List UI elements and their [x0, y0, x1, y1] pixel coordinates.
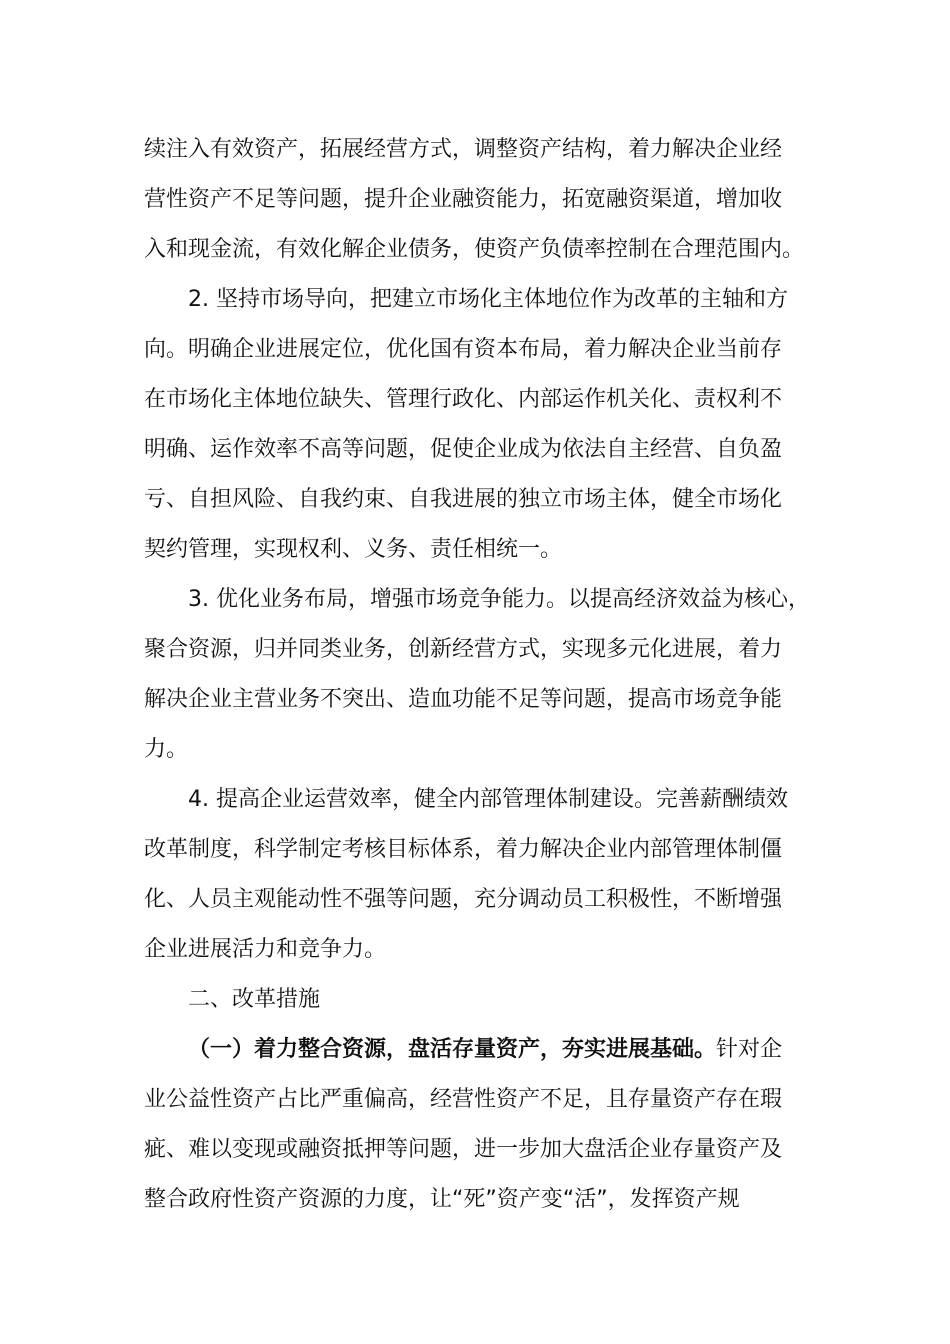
- paragraph-2-first-line: 2. 坚持市场导向，把建立市场化主体地位作为改革的主轴和方: [188, 287, 788, 312]
- body-line: 亏、自担风险、自我约束、自我进展的独立市场主体，健全市场化: [144, 487, 783, 512]
- body-line: 向。明确企业进展定位，优化国有资本布局，着力解决企业当前存: [144, 337, 783, 362]
- body-line: 聚合资源，归并同类业务，创新经营方式，实现多元化进展，着力: [144, 637, 783, 662]
- body-line: 改革制度，科学制定考核目标体系，着力解决企业内部管理体制僵: [144, 837, 783, 862]
- body-line: 营性资产不足等问题，提升企业融资能力，拓宽融资渠道，增加收: [144, 187, 783, 212]
- paragraph-3-first-line: 3. 优化业务布局，增强市场竞争能力。以提高经济效益为核心，: [188, 587, 810, 612]
- body-line: 疵、难以变现或融资抵押等问题，进一步加大盘活企业存量资产及: [144, 1137, 783, 1162]
- body-line: 契约管理，实现权利、义务、责任相统一。: [144, 537, 563, 562]
- body-line: 续注入有效资产，拓展经营方式，调整资产结构，着力解决企业经: [144, 137, 783, 162]
- body-line: 在市场化主体地位缺失、管理行政化、内部运作机关化、责权利不: [144, 387, 783, 412]
- section-one-text: 针对企: [716, 1037, 783, 1062]
- paragraph-4-first-line: 4. 提高企业运营效率，健全内部管理体制建设。完善薪酬绩效: [188, 787, 788, 812]
- body-line: 企业进展活力和竞争力。: [144, 937, 387, 962]
- body-line: 业公益性资产占比严重偏高，经营性资产不足，且存量资产存在瑕: [144, 1087, 783, 1112]
- body-line: 力。: [144, 737, 189, 762]
- body-line: 明确、运作效率不高等问题，促使企业成为依法自主经营、自负盈: [144, 437, 783, 462]
- section-one-first-line: [188, 1030, 814, 1070]
- body-line: 整合政府性资产资源的力度，让“死”资产变“活”，发挥资产规: [144, 1187, 740, 1212]
- section-heading: 二、改革措施: [188, 987, 321, 1012]
- body-line: 入和现金流，有效化解企业债务，使资产负债率控制在合理范围内。: [144, 237, 805, 262]
- section-one-heading: （一）着力整合资源，盘活存量资产，夯实进展基础。: [188, 1037, 717, 1062]
- body-line: 化、人员主观能动性不强等问题，充分调动员工积极性，不断增强: [144, 887, 783, 912]
- body-line: 解决企业主营业务不突出、造血功能不足等问题，提高市场竞争能: [144, 687, 783, 712]
